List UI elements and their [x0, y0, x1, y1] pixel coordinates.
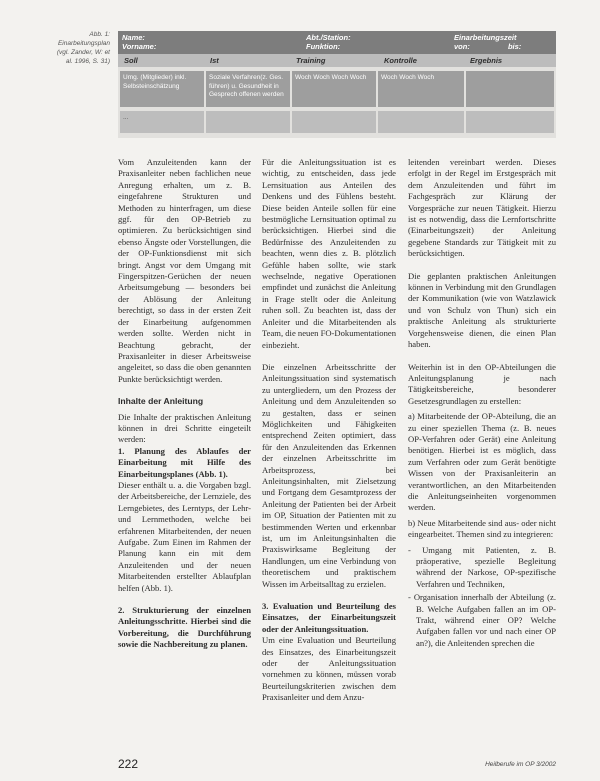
column-soll: Soll	[124, 56, 138, 65]
column-training: Training	[296, 56, 326, 65]
step-heading: 2. Strukturierung der einzelnen Anleitungsschritte. Hierbei sind die Vorbereitung, die Durchführung sowie die Nachbereitung zu planen.	[118, 605, 251, 650]
table-row	[118, 111, 556, 133]
list-item	[408, 545, 556, 591]
list-item-text: Organisation innerhalb der Abteilung (z. B. Welche Aufgaben fallen an im OP-Trakt, während einer OP? Welche Aufgaben fallen vor und nach einer OP an?), die Anleitenden sprechen die	[413, 592, 556, 648]
table-cell	[206, 111, 290, 133]
text-column-3	[408, 157, 556, 649]
table-cell: Soziale Verfahren(z. Ges. führen) u. Gesundheit in Gesprech offenen werden	[206, 71, 290, 107]
paragraph: Weiterhin ist in den OP-Abteilungen die Anleitungsplanung je nach Tätigkeitsbereiche, besonderer Gesetzesgrundlagen zu erstellen:	[408, 361, 556, 406]
paragraph: Die Inhalte der praktischen Anleitung können in drei Schritte eingeteilt werden:	[118, 411, 251, 445]
table-row	[118, 71, 556, 107]
table-column-headers	[118, 54, 556, 67]
column-ist: Ist	[210, 56, 219, 65]
header-name-cell	[122, 34, 262, 51]
list-item-text: Umgang mit Patienten, z. B. präoperative, spezielle Begleitung während der Narkose, OP-spezifische Verfahren und Techniken,	[416, 544, 557, 589]
list-item: b) Neue Mitarbeitende sind aus- oder nicht eingearbeitet. Themen sind zu integrieren:	[408, 517, 556, 540]
footer-source: Heilberufe im OP 3/2002	[485, 761, 556, 768]
table-cell: ...	[120, 111, 204, 133]
header-zeitraum-cell	[454, 34, 554, 51]
step-heading: 3. Evaluation und Beurteilung des Einsatzes, der Einarbeitungszeit oder der Anleitungssituation.	[262, 601, 396, 634]
list-item: a) Mitarbeitende der OP-Abteilung, die an zu einer speziellen Thema (z. B. neues OP-Verfahren oder Gerät) eine Anleitung benötigen. Hierbei ist es möglich, dass zum Verfahren oder zum Gerät benötigte Wissen von der Praxisanleiterin an verantwortlichen, an den Mitarbeitenden die Anleitungseinheiten vorgenommen werden.	[408, 411, 556, 513]
table-cell	[292, 111, 376, 133]
paragraph: Vom Anzuleitenden kann der Praxisanleiter neben fachlichen neue Anregung erhalten, um z. B. eingefahrene Strukturen und Methoden zu hinterfragen, um diese ggf. für den OP-Betrieb zu optimieren. Zu berücksichtigen sind ebenso Ängste oder Vorstellungen, die der OP-Funktionsdienst mit sich bringt. Angst vor dem Umgang mit Fingerspitzen-Gerüchen der neuen Arbeitsumgebung — besonders bei der Ablösung der Anleitung berechtigt, so dass in der ersten Zeit der Einarbeitung aufgenommen werden sollte. Werden nicht in Beachtung gebracht, der Praxisanleiter in dieser Arbeitsweise angeleitet, so dass die oben genannten Punkte berücksichtigt werden.	[118, 157, 251, 384]
table-cell: Woch Woch Woch	[378, 71, 464, 107]
page-number: 222	[118, 757, 139, 771]
einarbeitungsplan-table	[118, 31, 556, 138]
table-cell: Umg. (Mitglieder) inkl. Selbsteinschätzung	[120, 71, 204, 107]
header-bis: bis:	[507, 41, 522, 51]
paragraph: Dieser enthält u. a. die Vorgaben bzgl. der Arbeitsbereiche, der Lernziele, des Lerngebietes, des Lerntyps, der Lehr- und Lernmethoden, welche bei erfahrenen Mitarbeitenden, der neuen Aufgabe. Zum Einen im Rahmen der Planung kann ein mit dem Anzuleitenden und der neuen Mitarbeitenden erstellter Ablaufplan helfen (Abb. 1).	[118, 479, 251, 593]
header-abteilung-cell	[306, 34, 426, 51]
header-von: von:	[454, 41, 470, 51]
section-heading: Inhalte der Anleitung	[118, 396, 204, 407]
paragraph: Um eine Evaluation und Beurteilung des Einsatzes, des Einarbeitungszeit oder der Anleitungssituation vornehmen zu können, müssen vorab Beurteilungskriterien zwischen dem Praxisanleiter und dem Anzu-	[262, 635, 396, 703]
paragraph: Für die Anleitungssituation ist es wichtig, zu entscheiden, dass jede Lernsituation aus Anteilen des Denkens und des Fühlens besteht. Diese beiden Anteile sollen für eine bestmögliche Lernsituation optimal zu berücksichtigen. Hierbei sind die Bedürfnisse des Anzuleitenden zu beachten, wenn dies z. B. plötzlich Gefühle haben sollte, wie stark wechselnde, negative Operationen empfindet und zunächst die Anleitung in Frage stellt oder die Anleitung ruhen soll. Zu beachten ist, dass der Anleiter und die Mitarbeitenden als Team, die neuen FO-Dokumentationen einbezieht.	[262, 157, 396, 350]
header-von-bis	[454, 43, 554, 52]
table-cell	[466, 71, 554, 107]
step-heading: 1. Planung des Ablaufes der Einarbeitung mit Hilfe des Einarbeitungsplanes (Abb. 1).	[118, 445, 251, 479]
header-funktion: Funktion:	[306, 41, 341, 51]
header-abteilung: Abt./Station:	[306, 33, 351, 42]
text-column-1	[118, 157, 251, 662]
text-column-2	[262, 157, 396, 715]
paragraph: Die einzelnen Arbeitsschritte der Anleitungssituation sind systematisch zu untergliedern, um den Prozess der Anleitung und dem Anzuleitenden so zu gestalten, dass er seinen Möglichkeiten und Fähigkeiten entsprechend Zeiten optimiert, dass für den Anzuleitenden das Erkennen der einzelnen Arbeitsschritte im Arbeitsprozess, bei Anleitungsinhalten, mit Zielsetzung und Fortgang dem Gesamtprozess der Anleitung der Patienten bei der Arbeit im OP, Situation der Patienten mit zu bestimmenden Werten und erkennbar ist, um im Anleitungsinhalten die Praxiswirksame Begleitung der Handlungen, um eine Verbindung von theoretischem und praktischem Wissen im Arbeitsalltag zu erzielen.	[262, 361, 396, 589]
header-name: Name:	[122, 33, 145, 42]
header-vorname: Vorname:	[122, 41, 157, 51]
bullet-glyph: -	[408, 544, 423, 555]
bullet-glyph: -	[408, 592, 414, 603]
figure-caption: Abb. 1: Einarbeitungsplan (vgl. Zander, W: et al. 1996, S. 31)	[56, 31, 110, 65]
table-header-top	[118, 31, 556, 54]
list-item	[408, 592, 556, 649]
header-zeitraum: Einarbeitungszeit	[454, 33, 517, 42]
table-cell: Woch Woch Woch Woch	[292, 71, 376, 107]
table-cell	[378, 111, 464, 133]
column-ergebnis: Ergebnis	[470, 56, 503, 65]
paragraph: Die geplanten praktischen Anleitungen können in Verbindung mit den Grundlagen der Kommunikation (wie von Watzlawick und von Schulz von Thun) sich ein praktische Anleitung als strukturierte Vorgehensweise dienen, die einen Plan haben.	[408, 270, 556, 350]
column-kontrolle: Kontrolle	[384, 56, 417, 65]
table-cell	[466, 111, 554, 133]
paragraph: leitenden vereinbart werden. Dieses erfolgt in der Regel im Erstgespräch mit dem Anzuleitenden und führt im Fachgespräch zur Klärung der Vorgespräche zur neuen Tätigkeit. Hierzu ist es notwendig, dass die Lernfortschritte (Einarbeitungszeit) der Anleitung gegebene Standards zur Tätigkeit mit zu berücksichtigen.	[408, 157, 556, 259]
